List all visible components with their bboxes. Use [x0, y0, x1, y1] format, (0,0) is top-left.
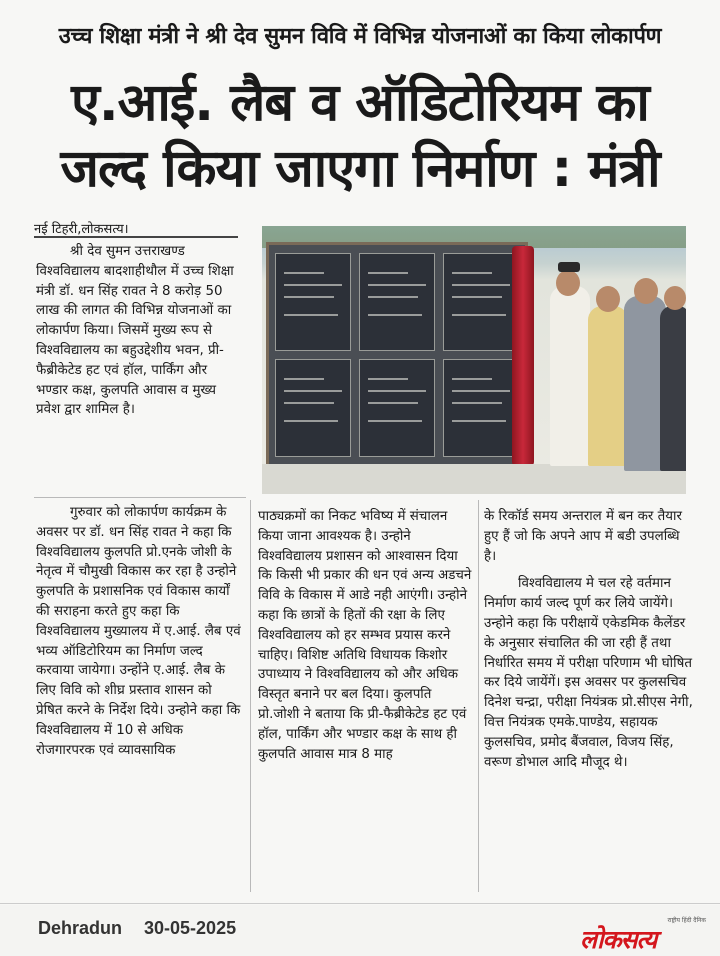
- person-head: [634, 278, 658, 304]
- column-3: [484, 507, 696, 780]
- person-head: [664, 286, 686, 310]
- dateline-rule: [34, 236, 238, 238]
- person-head: [556, 270, 580, 296]
- main-headline: [0, 70, 720, 202]
- logo-wordmark: लोकसत्य: [580, 925, 657, 954]
- ground: [262, 464, 686, 494]
- paragraph: विश्वविद्यालय मे चल रहे वर्तमान निर्माण कार्य जल्द पूर्ण कर लिये जायेंगे। उन्होने कहा कि परीक्षायें एकेडमिक कैलेंडर के अनुसार संचालित की जा रही हैं तथा निर्धारित समय में परीक्षा परिणाम भी घोषित कर दिये जायेंगें। इस अवसर पर कुलसचिव दिनेश चन्द्रा, परीक्षा नियंत्रक प्रो.सीएस नेगी, वित्त नियंत्रक एमके.पाण्डेय, सहायक कुलसचिव, प्रमोद बैंजवाल, विजय सिंह, वरूण डोभाल आदि मौजूद थे।: [484, 576, 693, 770]
- footer-divider: [0, 903, 720, 904]
- person-head: [596, 286, 620, 312]
- plaque: [443, 253, 519, 351]
- dateline: नई टिहरी,लोकसत्य।: [34, 222, 129, 237]
- logo-tagline: राष्ट्रीय हिंदी दैनिक: [667, 917, 706, 924]
- column-2: [258, 507, 474, 772]
- divider: [34, 497, 246, 498]
- column-divider: [250, 500, 251, 892]
- plaque: [359, 253, 435, 351]
- column-1-bottom: [36, 503, 242, 768]
- headline-line-1: ए.आई. लैब व ऑडिटोरियम का: [71, 73, 649, 133]
- column-divider: [478, 500, 479, 892]
- paragraph: के रिकॉर्ड समय अन्तराल में बन कर तैयार हुए हैं जो कि अपने आप में बडी उपलब्धि है।: [484, 509, 682, 564]
- paragraph: गुरुवार को लोकार्पण कार्यक्रम के अवसर पर डॉ. धन सिंह रावत ने कहा कि विश्वविद्यालय कुलपति प्रो.एनके जोशी के नेतृत्व में चौमुखी विकास कर रहा है उन्होने कुलपति के प्रशासनिक एवं विकास कार्यों की सराहना करते हुए कहा कि विश्वविद्यालय मुख्यालय में ए.आई. लैब एवं भव्य ऑडिटोरियम का निर्माण जल्द करवाया जायेगा। उन्होंने ए.आई. लैब के लिए विवि को शीघ्र प्रस्ताव शासन को प्रेषित करने के निर्देश दिये। उन्होने कहा कि विश्वविद्यालय में 10 से अधिक रोजगारपरक एवं व्यावसायिक: [36, 505, 241, 758]
- inauguration-photo: [262, 226, 686, 494]
- plaque-board: [266, 242, 528, 468]
- edition-date: 30-05-2025: [144, 918, 237, 938]
- paragraph: श्री देव सुमन उत्तराखण्ड विश्वविद्यालय बादशाहीथौल में उच्च शिक्षा मंत्री डॉ. धन सिंह रावत ने 8 करोड़ 50 लाख की लागत की विभिन्न योजनाओं का लोकार्पण किया। जिसमें मुख्य रूप से विश्वविद्यालय का बहुउद्देशीय भवन, प्री-फैब्रीकेटेड हट एवं हॉल, पार्किंग और भण्डार कक्ष, कुलपति आवास व मुख्य प्रवेश द्वार शामिल है।: [36, 244, 234, 418]
- newspaper-logo: [580, 916, 708, 954]
- paragraph: पाठ्यक्रमों का निकट भविष्य में संचालन किया जाना आवश्यक है। उन्होने विश्वविद्यालय प्रशासन को आश्वासन दिया कि किसी भी प्रकार की धन एवं अन्य अडचने विवि के विकास में आडे नही आएंगी। उन्होने कहा कि छात्रों के हितों की रक्षा के लिए विश्वविद्यालय को हर सम्भव प्रयास करने चाहिए। विशिष्ट अतिथि विधायक किशोर उपाध्याय ने विश्वविद्यालय को और अधिक विस्तृत बनाने पर बल दिया। कुलपति प्रो.जोशी ने बताया कि प्री-फैब्रीकेटेड हट एवं हॉल, पार्किंग और भण्डार कक्ष के साथ ही कुलपति आवास मात्र 8 माह: [258, 509, 472, 762]
- headline-line-2: जल्द किया जाएगा निर्माण : मंत्री: [60, 139, 660, 199]
- person: [660, 306, 686, 471]
- red-curtain: [512, 246, 534, 466]
- plaque: [443, 359, 519, 457]
- person: [588, 306, 628, 466]
- plaque: [275, 359, 351, 457]
- plaque: [275, 253, 351, 351]
- edition-city: Dehradun: [38, 918, 123, 938]
- plaque: [359, 359, 435, 457]
- person: [550, 286, 590, 466]
- cap: [558, 262, 580, 272]
- kicker-headline: उच्च शिक्षा मंत्री ने श्री देव सुमन विवि में विभिन्न योजनाओं का किया लोकार्पण: [58, 24, 662, 49]
- column-1-top: [36, 242, 242, 428]
- footer-source: [38, 918, 236, 939]
